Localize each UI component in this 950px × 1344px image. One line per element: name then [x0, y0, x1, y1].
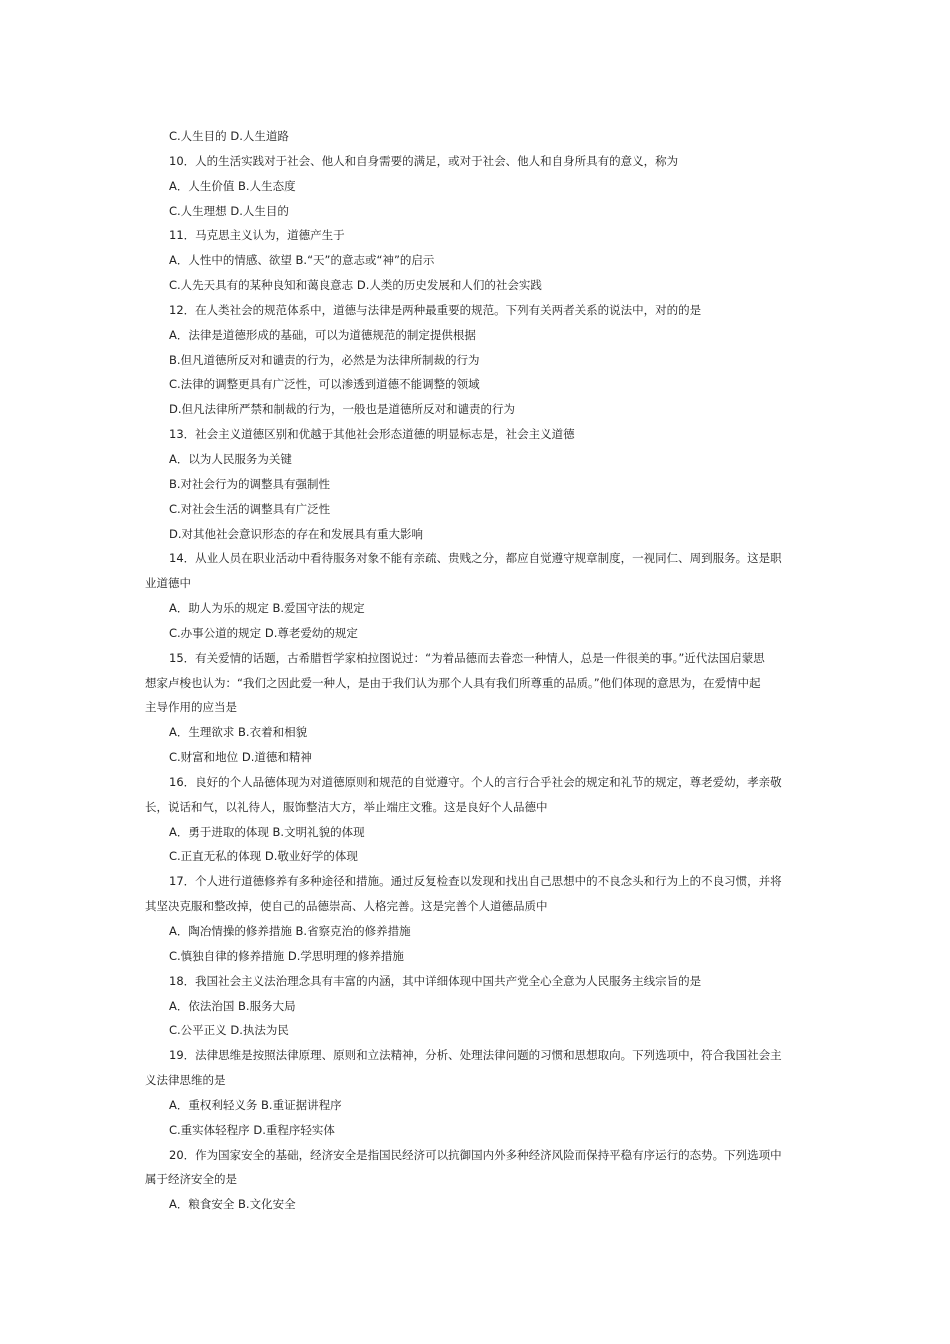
text-line: 属于经济安全的是	[145, 1172, 237, 1187]
text-line: D.但凡法律所严禁和制裁的行为，一般也是道德所反对和谴责的行为	[169, 402, 516, 417]
text-line: 20．作为国家安全的基础，经济安全是指国民经济可以抗御国内外多种经济风险而保持平稳有序运行的态势。下列选项中	[169, 1147, 782, 1162]
document-body	[145, 124, 809, 1217]
text-line: 义法律思维的是	[145, 1073, 226, 1088]
text-line: A．生理欲求 B.衣着和相貌	[169, 725, 308, 740]
text-line: 长，说话和气，以礼待人，服饰整洁大方，举止端庄文雅。这是良好个人品德中	[145, 799, 548, 814]
text-line: 业道德中	[145, 576, 191, 591]
text-line: 11．马克思主义认为，道德产生于	[169, 228, 345, 243]
text-line: C.正直无私的体现 D.敬业好学的体现	[169, 849, 358, 864]
text-line: C.对社会生活的调整具有广泛性	[169, 501, 331, 516]
text-line: B.但凡道德所反对和谴责的行为，必然是为法律所制裁的行为	[169, 352, 480, 367]
text-line: C.人先天具有的某种良知和蔼良意志 D.人类的历史发展和人们的社会实践	[169, 278, 542, 293]
text-line: 16．良好的个人品德体现为对道德原则和规范的自觉遵守。个人的言行合乎社会的规定和礼节的规定，尊老爱幼，孝亲敬	[169, 774, 782, 789]
text-line: B.对社会行为的调整具有强制性	[169, 476, 331, 491]
text-line: 12．在人类社会的规范体系中，道德与法律是两种最重要的规范。下列有关两者关系的说法中，对的的是	[169, 302, 702, 317]
text-line: 15．有关爱情的话题，古希腊哲学家柏拉图说过：“为着品德而去眷恋一种情人，总是一件很美的事。”近代法国启蒙思	[169, 650, 765, 665]
text-line: 主导作用的应当是	[145, 700, 237, 715]
text-line: A．陶冶情操的修养措施 B.省察克治的修养措施	[169, 924, 411, 938]
text-line: D.对其他社会意识形态的存在和发展具有重大影响	[169, 526, 424, 541]
text-line: C.慎独自律的修养措施 D.学思明理的修养措施	[169, 948, 404, 963]
text-line: 其坚决克服和整改掉，使自己的品德崇高、人格完善。这是完善个人道德品质中	[145, 899, 548, 914]
text-line: C.法律的调整更具有广泛性，可以渗透到道德不能调整的领域	[169, 377, 480, 392]
text-line: C.重实体轻程序 D.重程序轻实体	[169, 1122, 335, 1137]
text-line: C.人生理想 D.人生目的	[169, 203, 289, 218]
text-line: 17．个人进行道德修养有多种途径和措施。通过反复检查以发现和找出自己思想中的不良念头和行为上的不良习惯，并将	[169, 874, 782, 889]
text-line: A．助人为乐的规定 B.爱国守法的规定	[169, 601, 365, 616]
text-line: A．勇于进取的体现 B.文明礼貌的体现	[169, 824, 365, 839]
text-line: A．人性中的情感、欲望 B.“天”的意志或“神”的启示	[169, 253, 435, 268]
text-line: A．重权利轻义务 B.重证据讲程序	[169, 1097, 342, 1112]
text-line: 10．人的生活实践对于社会、他人和自身需要的满足，或对于社会、他人和自身所具有的意义，称为	[169, 153, 679, 168]
text-line: C.人生目的 D.人生道路	[169, 129, 289, 143]
text-line: C.办事公道的规定 D.尊老爱幼的规定	[169, 625, 358, 640]
text-line: C.公平正义 D.执法为民	[169, 1023, 289, 1038]
text-line: 18．我国社会主义法治理念具有丰富的内涵，其中详细体现中国共产党全心全意为人民服务主线宗旨的是	[169, 973, 702, 988]
text-line: C.财富和地位 D.道德和精神	[169, 750, 312, 765]
text-line: 19．法律思维是按照法律原理、原则和立法精神，分析、处理法律问题的习惯和思想取向。下列选项中，符合我国社会主	[169, 1048, 782, 1063]
text-line: 13．社会主义道德区别和优越于其他社会形态道德的明显标志是，社会主义道德	[169, 427, 575, 442]
text-line: A．依法治国 B.服务大局	[169, 998, 296, 1013]
text-line: 想家卢梭也认为：“我们之因此爱一种人，是由于我们认为那个人具有我们所尊重的品质。”他们体现的意思为，在爱情中起	[145, 675, 761, 690]
text-line: A．以为人民服务为关键	[169, 451, 292, 466]
text-line: 14．从业人员在职业活动中看待服务对象不能有亲疏、贵贱之分，都应自觉遵守规章制度，一视同仁、周到服务。这是职	[169, 551, 782, 566]
text-line: A．人生价值 B.人生态度	[169, 178, 296, 193]
text-line: A．法律是道德形成的基础，可以为道德规范的制定提供根据	[169, 327, 476, 342]
text-line: A．粮食安全 B.文化安全	[169, 1197, 296, 1212]
